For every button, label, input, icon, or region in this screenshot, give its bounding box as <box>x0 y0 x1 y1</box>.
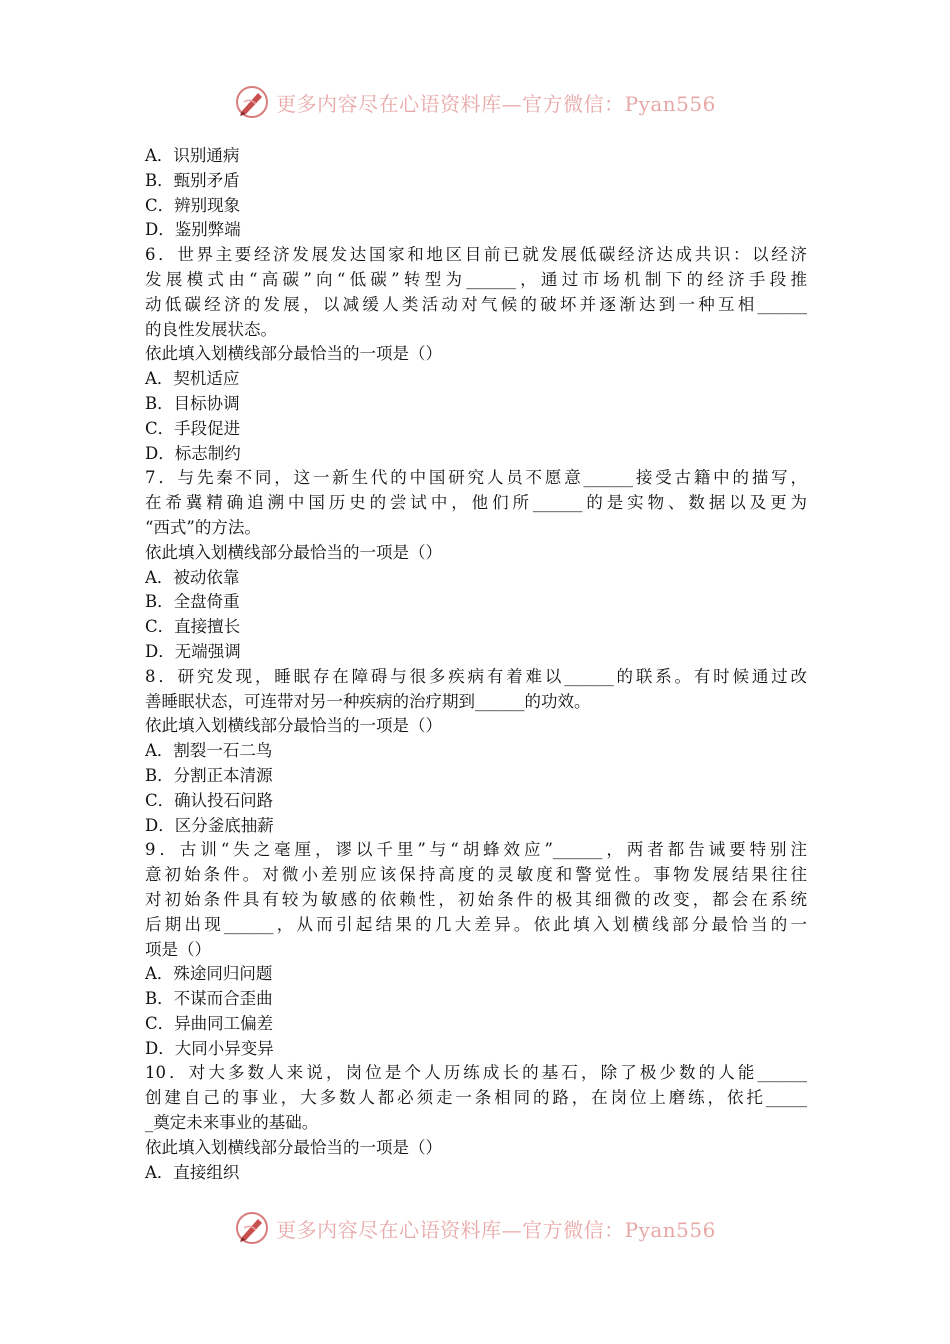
text-line: B．不谋而合歪曲 <box>145 989 273 1009</box>
text-line: 6．世界主要经济发展发达国家和地区目前已就发展低碳经济达成共识：以经济 <box>145 245 807 265</box>
text-line: 创建自己的事业，大多数人都必须走一条相同的路，在岗位上磨练，依托_____ <box>145 1088 807 1108</box>
text-line: 对初始条件具有较为敏感的依赖性，初始条件的极其细微的改变，都会在系统 <box>145 889 807 909</box>
header-watermark <box>0 82 950 122</box>
text-line: 动低碳经济的发展，以减缓人类活动对气候的破坏并逐渐达到一种互相______ <box>145 294 807 314</box>
watermark-text: 更多内容尽在心语资料库—官方微信：Pyan556 <box>276 91 716 116</box>
text-line: C．辨别现象 <box>145 195 241 215</box>
text-line: 的良性发展状态。 <box>145 319 277 339</box>
text-line: B．目标协调 <box>145 393 240 413</box>
text-line: B．分割正本清源 <box>145 765 273 785</box>
text-line: 10．对大多数人来说，岗位是个人历练成长的基石，除了极少数的人能______ <box>145 1063 807 1083</box>
text-line: 依此填入划横线部分最恰当的一项是（） <box>145 344 442 364</box>
text-line: 7．与先秦不同，这一新生代的中国研究人员不愿意______接受古籍中的描写， <box>145 468 807 488</box>
text-line: A．割裂一石二鸟 <box>145 741 273 761</box>
text-line: 后期出现______，从而引起结果的几大差异。依此填入划横线部分最恰当的一 <box>145 914 807 934</box>
text-line: _奠定未来事业的基础。 <box>145 1113 319 1133</box>
text-line: D．区分釜底抽薪 <box>145 815 274 835</box>
pen-logo-icon <box>234 84 270 120</box>
text-line: 项是（） <box>145 939 211 959</box>
text-line: D．标志制约 <box>145 443 241 463</box>
text-line: 发展模式由“高碳”向“低碳”转型为______，通过市场机制下的经济手段推 <box>145 269 807 289</box>
text-line: A．识别通病 <box>145 146 240 165</box>
footer-watermark <box>0 1208 950 1248</box>
text-line: 依此填入划横线部分最恰当的一项是（） <box>145 1137 442 1157</box>
text-line: 意初始条件。对微小差别应该保持高度的灵敏度和警觉性。事物发展结果往往 <box>145 865 807 885</box>
watermark-text: 更多内容尽在心语资料库—官方微信：Pyan556 <box>276 1217 716 1242</box>
text-line: B．甄别矛盾 <box>145 170 240 190</box>
text-line: D．大同小异变异 <box>145 1038 274 1058</box>
text-line: 9．古训“失之毫厘，谬以千里”与“胡蜂效应”______，两者都告诫要特别注 <box>145 840 807 860</box>
text-line: B．全盘倚重 <box>145 592 240 612</box>
text-line: 8．研究发现，睡眠存在障碍与很多疾病有着难以______的联系。有时候通过改 <box>145 666 807 686</box>
text-line: A．殊途同归问题 <box>145 964 273 984</box>
text-line: 善睡眠状态，可连带对另一种疾病的治疗期到______的功效。 <box>145 691 591 711</box>
text-line: 在希冀精确追溯中国历史的尝试中，他们所______的是实物、数据以及更为 <box>145 493 807 513</box>
pen-logo-icon <box>234 1210 270 1246</box>
text-line: “西式”的方法。 <box>145 517 261 537</box>
text-line: A．被动依靠 <box>145 567 240 587</box>
text-line: C．手段促进 <box>145 418 241 438</box>
text-line: 依此填入划横线部分最恰当的一项是（） <box>145 542 442 562</box>
text-line: C．异曲同工偏差 <box>145 1013 274 1033</box>
text-line: C．确认投石问路 <box>145 790 274 810</box>
text-line: 依此填入划横线部分最恰当的一项是（） <box>145 716 442 736</box>
text-line: D．鉴别弊端 <box>145 220 241 240</box>
text-line: C．直接擅长 <box>145 617 241 637</box>
document-body <box>145 144 807 1185</box>
text-line: A．契机适应 <box>145 369 240 389</box>
text-line: A．直接组织 <box>145 1162 240 1182</box>
text-line: D．无端强调 <box>145 641 241 661</box>
